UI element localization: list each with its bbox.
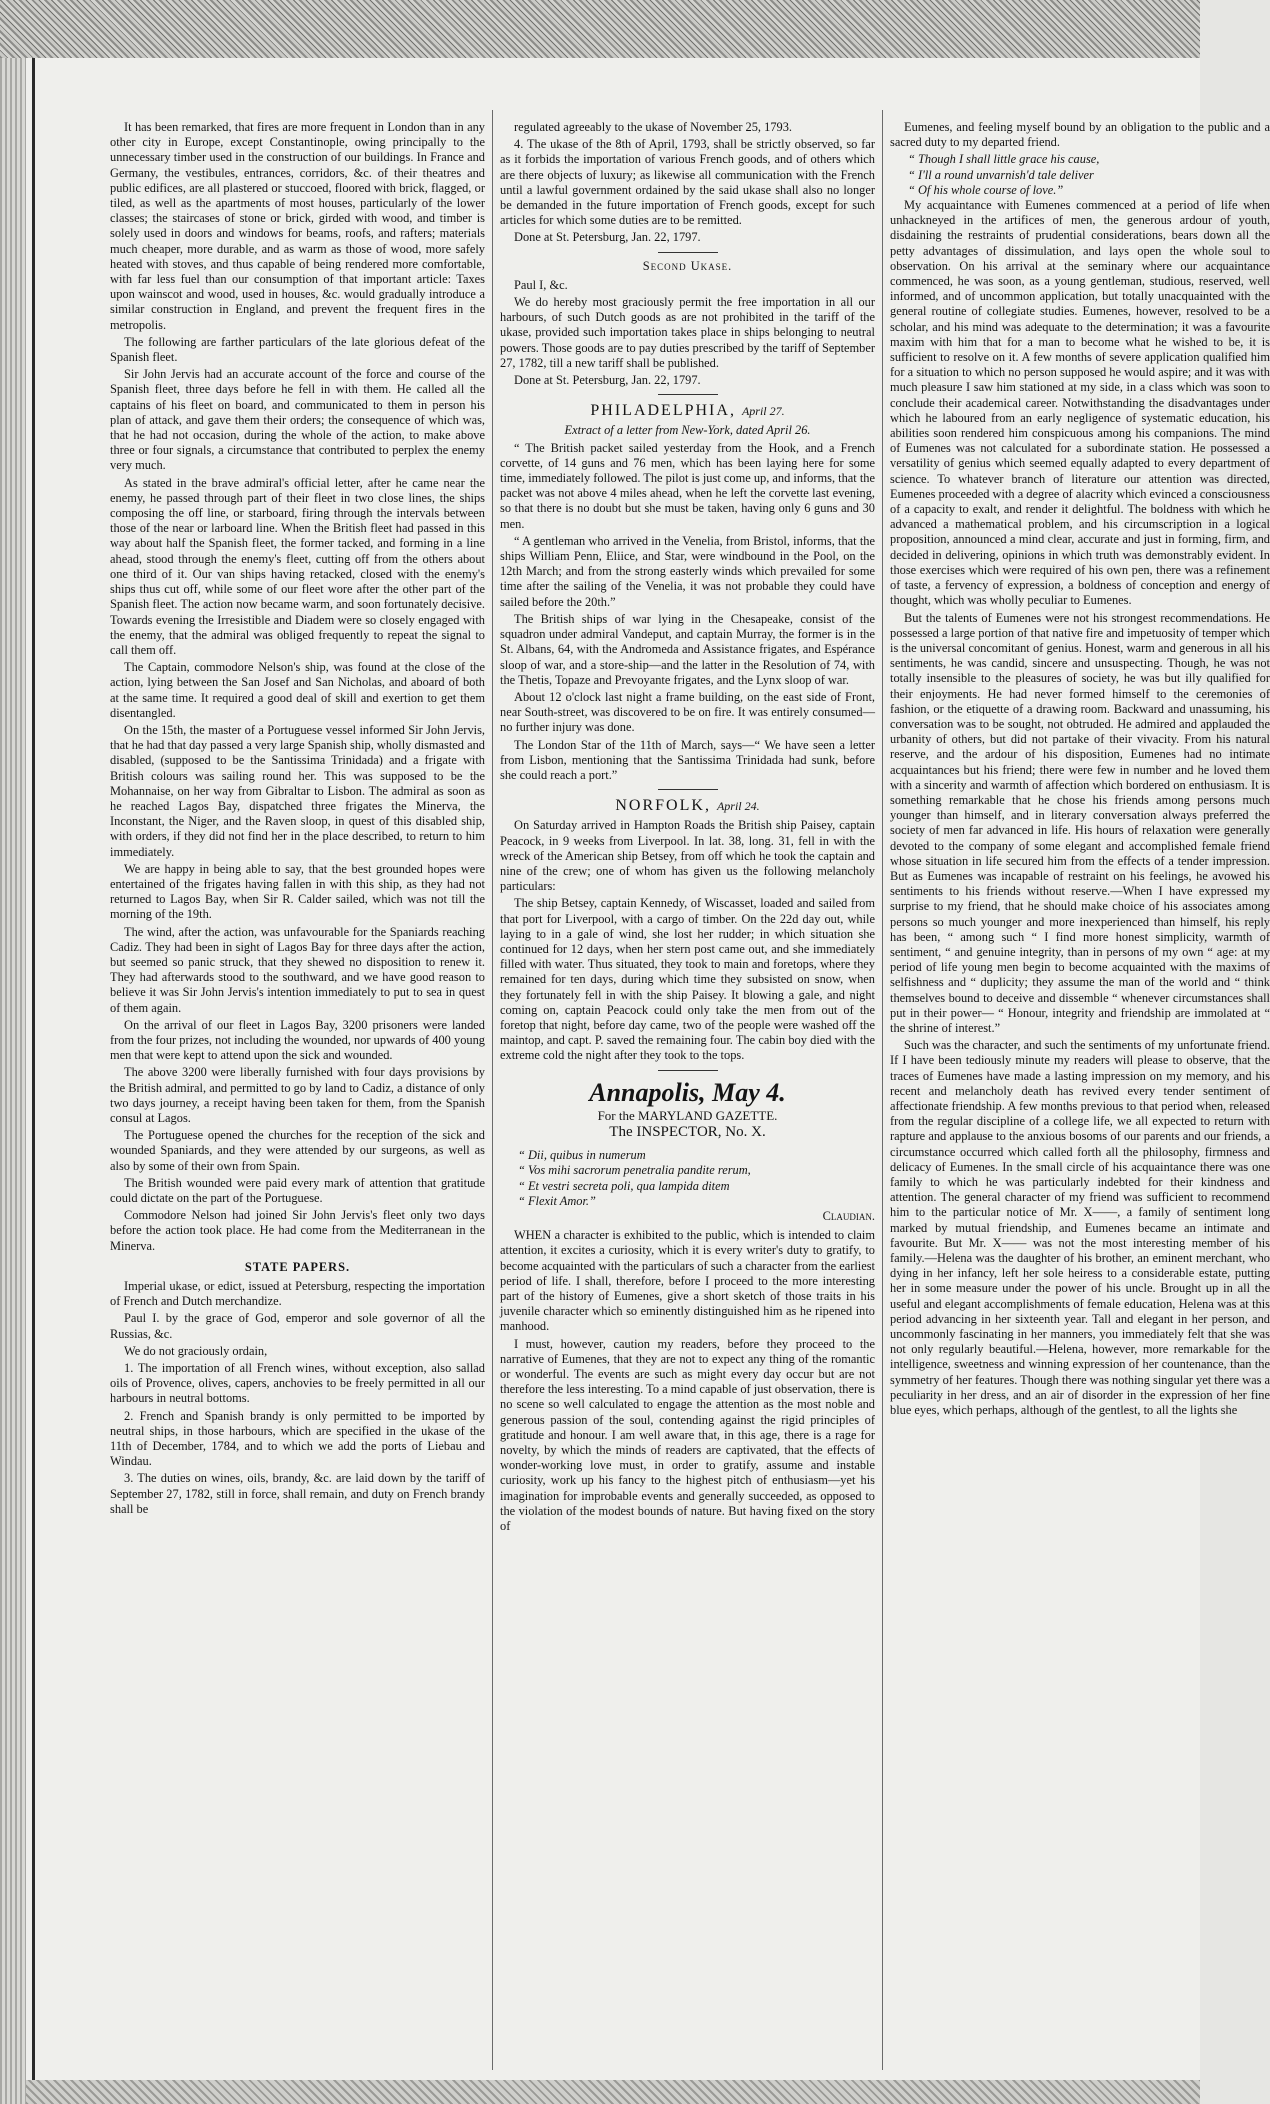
- dateline-norfolk: [500, 798, 875, 814]
- quote-line: “ I'll a round unvarnish'd tale deliver: [908, 167, 1094, 182]
- state-paper-6: 3. The duties on wines, oils, brandy, &c. are laid down by the tariff of September 27, 1782, still in force, shall remain, and duty on French brandy shall be: [110, 1471, 485, 1516]
- eumenes-para: Such was the character, and such the sentiments of my unfortunate friend. If I have been tediously minute my readers will please to observe, that the traces of Eumenes have made a lasting impression on my memory, and his recent and melancholy death has revived every tender sentiment of affectionate friendship. A few months previous to that period when, released from the regular discipline of a college life, we all expected to return with rapture and applause to the anxious bosoms of our parents and our friends, a circumstance occurred which called forth all the philosophy, firmness and delicacy of Eumenes. In the small circle of his acquaintance there was one family to which he was particularly indebted for their kindness and attention. The general character of my friend was sufficient to recommend him to the particular notice of Mr. X——, a family of sentiment long marked by mutual friendship, and Eumenes became an intimate and favourite. But Mr. X—— was not the most interesting member of his family.—Helena was the daughter of his brother, an eminent merchant, who dying in her infancy, left her sole heiress to a considerable estate, putting her in some measure under the power of his uncle. Brought up in all the useful and elegant accomplishments of female education, Helena was at this period advancing in her sixteenth year. Tall and elegant in her person, and uncommonly fascinating in her manners, you immediately felt that she was not only regularly beautiful.—Helena, however, more remarkable for the intelligence, sweetness and winning expression of her countenance, than the symmetry of her features. Though there was nothing singular yet there was a peculiarity in her dress, and an air of disorder in the expression of her fine blue eyes, which perhaps, although of the gentlest, to all the lights she: [890, 1038, 1270, 1418]
- ukase-article-4: 4. The ukase of the 8th of April, 1793, shall be strictly observed, so far as it forbids the importation of various French goods, and of others which are there objects of luxury; as likewise all communication with the French until a lawful government ordained by the said ukase shall also no longer be demanded in the future importation of French goods, except for such articles for which some duties are to be remitted.: [500, 137, 875, 228]
- eumenes-para: My acquaintance with Eumenes commenced at a period of life when unhackneyed in the artifices of men, the generous ardour of youth, disdaining the restraints of prudential considerations, bears down all the petty advantages of dissimulation, and lays open the whole soul to observation. On his arrival at the seminary where our acquaintance commenced, he was soon, as a young gentleman, studious, reserved, well informed, and of uncommon application, but totally unacquainted with the general routine of collegiate studies. Eumenes, however, resolved to be a scholar, and his mind was adequate to the determination; it was a favourite maxim with him that for a man to become what he wished to be, it is sufficient to resolve on it. A few months of severe application qualified him for a situation to which no person supposed he would aspire; and it was with much pleasure I saw him stationed at my side, in a class which was soon to conclude their academical career. Notwithstanding the disadvantages under which he laboured from an early negligence of systematic education, his abilities soon rendered him conspicuous among his companions. The mind of Eumenes was not calculated for a subordinate station. He possessed a versatility of genius which seemed equally adapted to every department of science. To whatever branch of literature our attention was directed, Eumenes proceeded with a degree of alacrity which evinced a consciousness of a capacity to exalt, and render it delightful. The boldness with which he advanced a mathematical problem, and his circumscription in a logical proposition, announced a mind clear, accurate and just in forming, firm, and decided in delivering, opinions in which truth was demonstrably evident. In those exercises which were required of his own pen, there was a refinement of taste, a fervency of expression, a boldness of conception and energy of thought, which was wholly peculiar to Eumenes.: [890, 198, 1270, 608]
- column-rule-1: [492, 110, 493, 2070]
- second-ukase-body: We do hereby most graciously permit the free importation in all our harbours, of such Dutch goods as are not prohibited in the tariff of the ukase, provided such importation takes place in ships belonging to neutral powers. Those goods are to pay duties prescribed by the tariff of September 27, 1782, till a new tariff shall be published.: [500, 295, 875, 370]
- dateline-date: April 27.: [741, 404, 785, 419]
- inspector-para: I must, however, caution my readers, before they proceed to the narrative of Eumenes, that they are not to expect any thing of the romantic or wonderful. The events are such as might every day occur but are not therefore the less interesting. To a mind capable of just observation, there is no scene so well calculated to engage the attention as the most noble and generous passion of the soul, contending against the rigid principles of gratitude and honour. I am well aware that, in this age, there is a rage for novelty, by which the minds of readers are captivated, that the effects of wonder-working love must, in order to gratify, assume and instable curiosity, work up his fancy to the highest pitch of enthusiasm—yet his imagination for improbable events and generally succeeded, as opposed to the violation of the modest bounds of nature. But having fixed on the story of: [500, 1336, 875, 1534]
- dateline-place: NORFOLK,: [615, 797, 711, 815]
- para-wind: The wind, after the action, was unfavourable for the Spaniards reaching Cadiz. They had been in sight of Lagos Bay for three days after the action, but seemed so panic struck, that they shewed no disposition to renew it. They had afterwards stood to the southward, and we have good reason to believe it was Sir John Jervis's intention immediately to put to sea in quest of them again.: [110, 924, 485, 1015]
- dateline-date: April 24.: [716, 799, 760, 814]
- para-frigates-hope: We are happy in being able to say, that the best grounded hopes were entertained of the frigates having fallen in with this ship, as they had not returned to Lagos Bay, when Sir R. Calder sailed, which was not till the morning of the 19th.: [110, 861, 485, 922]
- page-left-rule: [32, 58, 35, 2104]
- second-ukase-salutation: Paul I, &c.: [514, 277, 568, 292]
- para-jervis-account: Sir John Jervis had an accurate account of the force and course of the Spanish fleet, three days before he fell in with them. He called all the captains of his fleet on board, and communicated to them in person his plan of attack, and gave them their orders; the consequence of which was, that he had not occasion, during the whole of the action, to make above three or four signals, a circumstance that contributed to perplex the enemy very much.: [110, 367, 485, 473]
- column-2: [500, 120, 875, 1536]
- para-churches: The Portuguese opened the churches for the reception of the sick and wounded Spaniards, and they were attended by our surgeons, as well as also by some of their own from Spain.: [110, 1128, 485, 1173]
- quote-line: “ Of his whole course of love.”: [908, 182, 1064, 197]
- divider: [658, 394, 718, 395]
- motto-attribution: Claudian.: [822, 1209, 875, 1223]
- state-paper-4: 1. The importation of all French wines, without exception, also sallad oils of Provence, olives, capers, anchovies to be freely permitted in all our harbours in neutral bottoms.: [110, 1361, 485, 1406]
- para-nelson-joined: Commodore Nelson had joined Sir John Jervis's fleet only two days before the action took place. He had come from the Mediterranean in the Minerva.: [110, 1208, 485, 1253]
- state-paper-3: We do not graciously ordain,: [124, 1343, 268, 1358]
- state-paper-5: 2. French and Spanish brandy is only permitted to be imported by neutral ships, in those harbours, which are specified in the ukase of the 11th of December, 1784, and to which we add the ports of Liebau and Windau.: [110, 1408, 485, 1469]
- second-ukase-heading: Second Ukase.: [642, 258, 733, 273]
- norfolk-para: The ship Betsey, captain Kennedy, of Wiscasset, loaded and sailed from that port for Liverpool, with a cargo of timber. On the 22d day out, while laying to in a gale of wind, she lost her rudder; in which situation she continued for 12 days, when her stern post came out, and she immediately filled with water. Thus situated, they took to main and foretops, where they remained for ten days, during which time they subsisted on snow, when they fortunately fell in with the ship Paisey. It blowing a gale, and night coming on, captain Peacock could only take the men from out of the foretop that night, before day came, two of the people were washed off the maintop, and capt. P. saved the remaining four. The cabin boy died with the extreme cold the night after they took to the tops.: [500, 896, 875, 1063]
- ukase-continued: regulated agreeably to the ukase of November 25, 1793.: [514, 120, 793, 134]
- annapolis-dateline: Annapolis, May 4.: [589, 1077, 786, 1107]
- quote-line: “ Though I shall little grace his cause,: [908, 152, 1100, 167]
- para-official-letter: As stated in the brave admiral's official letter, after he came near the enemy, he passed through part of their fleet in two close lines, the ships composing the off line, or starboard, firing through the intervals between those of the near or larboard line. When the British fleet had passed in this way about half the Spanish fleet, the former tacked, and forming in a line ahead, stood through the enemy's fleet, cutting off from the others about one third of it. Our van ships having retacked, closed with the enemy's ships thus cut off, while some of our fleet wore after the other part of the Spanish fleet. The action now became warm, and soon fortunately decisive. Towards evening the Irresistible and Diadem were so closely engaged with the enemy, that the admiral was obliged frequently to repeat the signal to call them off.: [110, 475, 485, 657]
- para-fires-london: It has been remarked, that fires are more frequent in London than in any other city in Europe, except Constantinople, owing principally to the unnecessary timber used in the construction of our buildings. In France and Germany, the vestibules, entrances, corridors, &c. of their theatres and public edifices, are all plastered or stuccoed, floored with brick, flagged, or tiled, as well as the apartments of most houses, particularly of the lower classes; the staircases of stone or brick, girded with wood, and timber is solely used in doors and windows for beams, roofs, and rafters; materials much cheaper, more durable, and as warm as those of wood, more safely heated with stoves, and thus capable of being rendered more comfortable, with far less fuel than our consumption of that important article: Taxes upon wainscot and wood, used in houses, &c. would gradually introduce a similar construction in England, and prevent the frequent fires in the metropolis.: [110, 120, 485, 332]
- second-ukase-done: Done at St. Petersburg, Jan. 22, 1797.: [514, 373, 701, 388]
- scan-left-edge: [0, 58, 26, 2104]
- column-1: [110, 120, 485, 1519]
- para-portuguese-vessel: On the 15th, the master of a Portuguese vessel informed Sir John Jervis, that he had that day passed a very large Spanish ship, wholly dismasted and disabled, (supposed to be the Santissima Trinidada) and a frigate with British colours was sailing round her. This was supposed to be the Mohannaise, on her way from Gibraltar to Lisbon. The admiral as soon as he reached Lagos Bay, dispatched three frigates the Minerva, the Inconstant, the Niger, and the Raven sloop, in quest of this disabled ship, with orders, if they did not find her in the place described, to return to him immediately.: [110, 722, 485, 859]
- motto-line: “ Et vestri secreta poli, qua lampida ditem: [518, 1178, 730, 1193]
- eumenes-intro: Eumenes, and feeling myself bound by an obligation to the public and a sacred duty to my departed friend.: [890, 120, 1270, 150]
- inspector-heading: The INSPECTOR, No. X.: [609, 1123, 766, 1140]
- column-3: [890, 120, 1270, 1420]
- dateline-philadelphia: [500, 403, 875, 419]
- state-paper-1: Imperial ukase, or edict, issued at Petersburg, respecting the importation of French and Dutch merchandize.: [110, 1279, 485, 1309]
- philadelphia-para: “ The British packet sailed yesterday from the Hook, and a French corvette, of 14 guns and 76 men, which has been laying here for some time, immediately followed. The pilot is just come up, and informs, that the packet was not above 4 miles ahead, when he left the corvette last evening, so that there is no doubt but she must be taken, having only 6 guns and 30 men.: [500, 440, 875, 531]
- motto-line: “ Dii, quibus in numerum: [518, 1148, 646, 1163]
- philadelphia-extract-intro: Extract of a letter from New-York, dated April 26.: [564, 423, 811, 438]
- norfolk-para: On Saturday arrived in Hampton Roads the British ship Paisey, captain Peacock, in 9 weeks from Liverpool. In lat. 38, long. 31, fell in with the wreck of the American ship Betsey, from off which he took the captain and nine of the crew; one of whom has given us the following melancholy particulars:: [500, 818, 875, 894]
- scan-bottom-border: [26, 2080, 1200, 2104]
- inspector-para: WHEN a character is exhibited to the public, which is intended to claim attention, it excites a curiosity, which it is every writer's duty to gratify, to become acquainted with the particulars of such a character from the earliest period of life. I shall, therefore, before I proceed to the more interesting part of the history of Eumenes, give a short sketch of those traits in his juvenile character which so eminently distinguished him as he ripened into manhood.: [500, 1228, 875, 1334]
- para-nelson-ship: The Captain, commodore Nelson's ship, was found at the close of the action, lying between the San Josef and San Nicholas, and aboard of both at the same time. It required a good deal of skill and exertion to get them disentangled.: [110, 660, 485, 720]
- motto-line: “ Flexit Amor.”: [518, 1193, 596, 1208]
- philadelphia-para: About 12 o'clock last night a frame building, on the east side of Front, near South-street, was discovered to be on fire. It was entirely consumed—no further injury was done.: [500, 689, 875, 735]
- eumenes-para: But the talents of Eumenes were not his strongest recommendations. He possessed a large portion of that native fire and impetuosity of temper which is the universal concomitant of genius. Honest, warm and generous in all his sentiments, he was candid, sincere and unsuspecting. Though, he was not totally insensible to the pleasures of society, he was but illy qualified for their enjoyments. He had never formed himself to the ceremonies of fashion, or the etiquette of a drawing room. Backward and unassuming, his conversation was to be sought, not obtruded. He admired and applauded the urbanity of others, but did not partake of their vivacity. From his natural reserve, and the ardour of his disposition, Eumenes had no intimate acquaintances but his friend; there were few in number and he loved them with a sincerity and warmth of affection which bordered on enthusiasm. It is something remarkable that he chose his friends among persons much younger than himself, and in literary conversation always preferred the society of men far advanced in life. His hours of relaxation were generally devoted to the company of some elegant and accomplished female friend whose situation in life secured him from the effects of a tender impression. But as Eumenes was incapable of restraint on his feelings, he avowed his sentiments to his friends without reserve.—When I have expressed my surprise to my friend, that he should make choice of his associates among persons so much younger and more inexperienced than himself, his reply has been, “ among such “ I find more honest simplicity, warmth of sentiment, “ and genuine integrity, than in persons of my own “ age: at my period of life young men begin to become acquainted with the maxims of selfishness and “ duplicity; they assume the man of the world and “ think themselves bound to deceive and dissemble “ whenever circumstances shall put in their power— “ Honour, integrity and friendship are immolated at “ the shrine of interest.”: [890, 610, 1270, 1035]
- philadelphia-para: The British ships of war lying in the Chesapeake, consist of the squadron under admiral Vandeput, and captain Murray, the former is in the St. Albans, 64, with the Andromeda and Assistance frigates, and Espérance sloop of war, and a store-ship—and the latter in the Resolution of 74, with the Thetis, Topaze and Prevoyante frigates, and the Lynx sloop of war.: [500, 611, 875, 687]
- divider: [658, 789, 718, 790]
- philadelphia-para: “ A gentleman who arrived in the Venelia, from Bristol, informs, that the ships William Penn, Eliice, and Star, were windbound in the Pool, on the 12th March; and from the strong easterly winds which prevailed for some time after the sailing of the Venelia, it was not probable they could have sailed before the 20th.”: [500, 533, 875, 609]
- para-provisions: The above 3200 were liberally furnished with four days provisions by the British admiral, and permitted to go by land to Cadiz, a distance of only two days journey, a receipt having been taken for them, from the Spanish consul at Lagos.: [110, 1065, 485, 1125]
- column-rule-2: [882, 110, 883, 2070]
- for-maryland-gazette: For the MARYLAND GAZETTE.: [597, 1107, 778, 1123]
- para-british-wounded: The British wounded were paid every mark of attention that gratitude could dictate on the part of the Portuguese.: [110, 1175, 485, 1206]
- para-prisoners: On the arrival of our fleet in Lagos Bay, 3200 prisoners were landed from the four prizes, not including the wounded, nor upwards of 400 young men that were kept to attend upon the sick and wounded.: [110, 1017, 485, 1063]
- ukase-done: Done at St. Petersburg, Jan. 22, 1797.: [514, 230, 701, 245]
- motto-line: “ Vos mihi sacrorum penetralia pandite rerum,: [518, 1163, 751, 1178]
- state-papers-heading: STATE PAPERS.: [244, 1259, 351, 1274]
- state-paper-2: Paul I. by the grace of God, emperor and sole governor of all the Russias, &c.: [110, 1311, 485, 1341]
- divider: [658, 252, 718, 253]
- para-spanish-fleet-intro: The following are farther particulars of the late glorious defeat of the Spanish fleet.: [110, 334, 485, 365]
- divider: [658, 1070, 718, 1071]
- philadelphia-para: The London Star of the 11th of March, says—“ We have seen a letter from Lisbon, mentioning that the Santissima Trinidada had sunk, before she could reach a port.”: [500, 737, 875, 782]
- scan-top-border: [0, 0, 1200, 58]
- dateline-place: PHILADELPHIA,: [590, 402, 736, 420]
